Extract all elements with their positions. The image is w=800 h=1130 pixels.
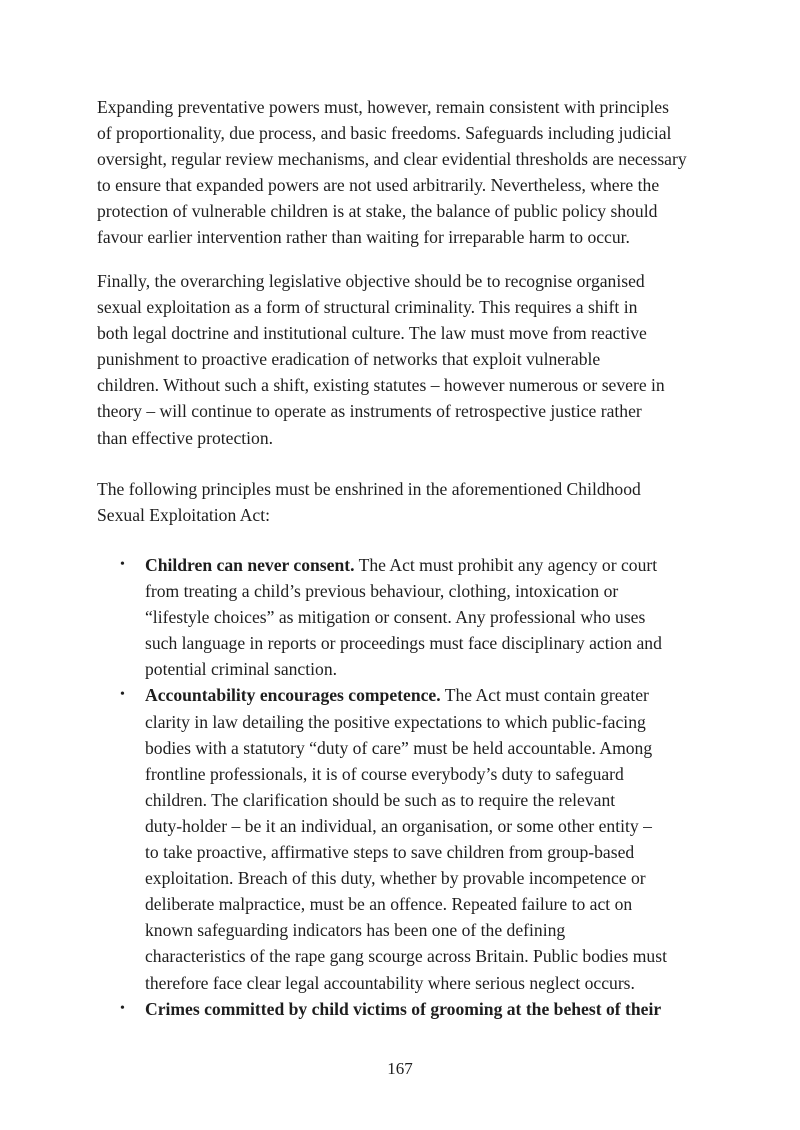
paragraph-preventative-powers	[97, 94, 717, 251]
principle-heading: Accountability encourages competence.	[145, 685, 441, 706]
principle-heading: Crimes committed by child victims of grooming at the behest of their	[145, 998, 662, 1019]
text-line: Accountability encourages competence. The Act must contain greater	[145, 685, 649, 706]
list-item	[120, 682, 700, 995]
text-line: duty-holder – be it an individual, an organisation, or some other entity –	[145, 815, 652, 836]
bullet-icon: •	[120, 1000, 125, 1016]
text-line: such language in reports or proceedings must face disciplinary action and	[145, 633, 662, 654]
bullet-icon: •	[120, 687, 125, 703]
text-line: bodies with a statutory “duty of care” must be held accountable. Among	[145, 737, 653, 758]
text-line: children. The clarification should be such as to require the relevant	[145, 789, 616, 810]
text-line: clarity in law detailing the positive expectations to which public-facing	[145, 711, 646, 732]
text-line: than effective protection.	[97, 427, 274, 448]
text-line: potential criminal sanction.	[145, 659, 338, 680]
text-line: The following principles must be enshrined in the aforementioned Childhood	[97, 479, 641, 499]
text-line: deliberate malpractice, must be an offence. Repeated failure to act on	[145, 894, 633, 915]
text-line: children. Without such a shift, existing statutes – however numerous or severe in	[97, 375, 665, 396]
principle-heading: Children can never consent.	[145, 555, 355, 575]
text-line: Sexual Exploitation Act:	[97, 505, 270, 526]
text-line	[145, 996, 700, 1022]
text-line: both legal doctrine and institutional culture. The law must move from reactive	[97, 323, 647, 344]
list-item	[120, 996, 700, 1022]
text-line: frontline professionals, it is of course everybody’s duty to safeguard	[145, 763, 624, 784]
bullet-icon: •	[120, 557, 125, 572]
text-line: oversight, regular review mechanisms, and clear evidential thresholds are necessary	[97, 149, 687, 170]
paragraph-legislative-objective	[97, 268, 717, 451]
text-line: characteristics of the rape gang scourge across Britain. Public bodies must	[145, 946, 667, 967]
text-line: Expanding preventative powers must, however, remain consistent with principles	[97, 97, 669, 117]
list-item	[120, 552, 700, 682]
principles-list	[120, 552, 700, 1022]
text-line: punishment to proactive eradication of networks that exploit vulnerable	[97, 349, 601, 370]
paragraph-principles-intro	[97, 476, 717, 528]
text-line: Finally, the overarching legislative objective should be to recognise organised	[97, 271, 645, 291]
text-line: Children can never consent. The Act must prohibit any agency or court	[145, 555, 658, 575]
text-line: protection of vulnerable children is at stake, the balance of public policy should	[97, 201, 658, 222]
text-line: sexual exploitation as a form of structural criminality. This requires a shift in	[97, 297, 638, 318]
text-line: known safeguarding indicators has been one of the defining	[145, 920, 566, 941]
text-line: of proportionality, due process, and basic freedoms. Safeguards including judicial	[97, 123, 672, 144]
text-line: to ensure that expanded powers are not used arbitrarily. Nevertheless, where the	[97, 175, 660, 196]
text-line: favour earlier intervention rather than waiting for irreparable harm to occur.	[97, 227, 630, 248]
text-line: therefore face clear legal accountability where serious neglect occurs.	[145, 972, 635, 993]
text-line: to take proactive, affirmative steps to save children from group-based	[145, 842, 635, 863]
text-line: exploitation. Breach of this duty, whether by provable incompetence or	[145, 868, 646, 889]
text-line: theory – will continue to operate as instruments of retrospective justice rather	[97, 401, 642, 422]
page-number: 167	[387, 1059, 413, 1078]
text-line: from treating a child’s previous behaviour, clothing, intoxication or	[145, 581, 619, 602]
text-line: “lifestyle choices” as mitigation or consent. Any professional who uses	[145, 607, 646, 628]
